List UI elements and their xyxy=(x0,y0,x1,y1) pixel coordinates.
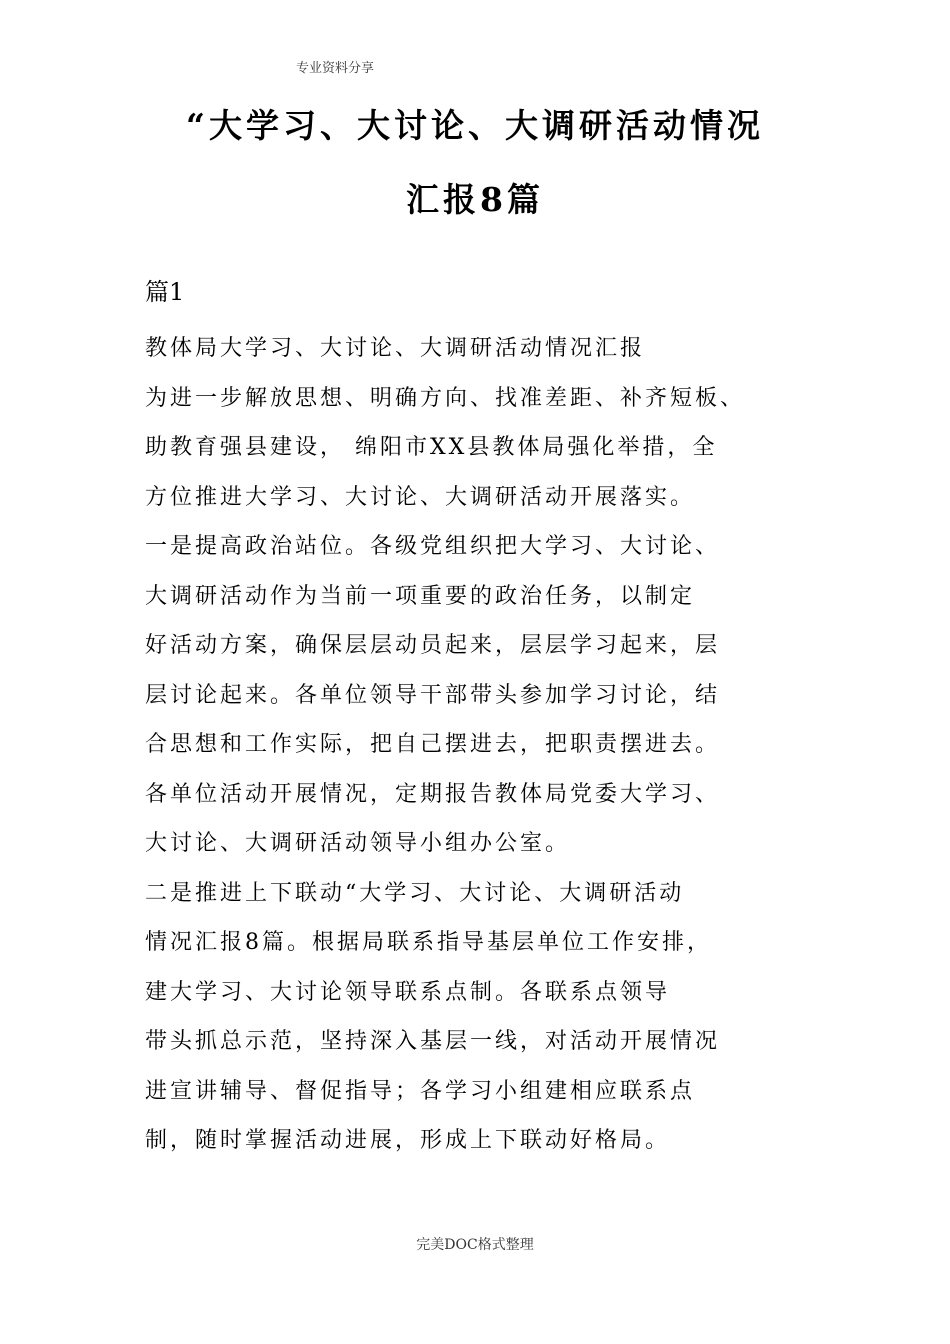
header-note: 专业资料分享 xyxy=(296,61,375,76)
document-body xyxy=(145,272,825,1166)
paragraph-line: 各单位活动开展情况，定期报告教体局党委大学习、 xyxy=(145,781,721,807)
paragraph-line: 层讨论起来。各单位领导干部带头参加学习讨论，结 xyxy=(145,682,721,708)
paragraph-line: 大讨论、大调研活动领导小组办公室。 xyxy=(145,831,571,856)
paragraph-line: 合思想和工作实际，把自己摆进去，把职责摆进去。 xyxy=(145,732,721,757)
paragraph-line: 大调研活动作为当前一项重要的政治任务，以制定 xyxy=(145,583,696,609)
paragraph-line: 二是推进上下联动“大学习、大讨论、大调研活动 xyxy=(145,880,685,906)
paragraph-line: 制，随时掌握活动进展，形成上下联动好格局。 xyxy=(145,1128,671,1153)
paragraph-line: 带头抓总示范，坚持深入基层一线，对活动开展情况 xyxy=(145,1029,721,1054)
document-title-line-1: “大学习、大讨论、大调研活动情况 xyxy=(186,106,764,145)
paragraph-line: 进宣讲辅导、督促指导；各学习小组建相应联系点 xyxy=(145,1078,696,1104)
paragraph-line: 为进一步解放思想、明确方向、找准差距、补齐短板、 xyxy=(145,385,746,411)
paragraph-line: 教体局大学习、大讨论、大调研活动情况汇报 xyxy=(145,336,646,361)
section-label: 篇1 xyxy=(145,278,185,306)
footer-note: 完美DOC格式整理 xyxy=(416,1237,534,1253)
paragraph-line: 建大学习、大讨论领导联系点制。各联系点领导 xyxy=(145,979,671,1005)
paragraph-line: 方位推进大学习、大讨论、大调研活动开展落实。 xyxy=(145,484,696,510)
paragraph-line: 情况汇报8篇。根据局联系指导基层单位工作安排， xyxy=(145,930,712,955)
paragraph-line: 助教育强县建设， 绵阳市XX县教体局强化举措，全 xyxy=(145,435,718,460)
paragraph-line: 一是提高政治站位。各级党组织把大学习、大讨论、 xyxy=(145,534,721,559)
paragraph-line: 好活动方案，确保层层动员起来，层层学习起来，层 xyxy=(145,633,721,658)
document-title-line-2: 汇报8篇 xyxy=(406,180,544,219)
